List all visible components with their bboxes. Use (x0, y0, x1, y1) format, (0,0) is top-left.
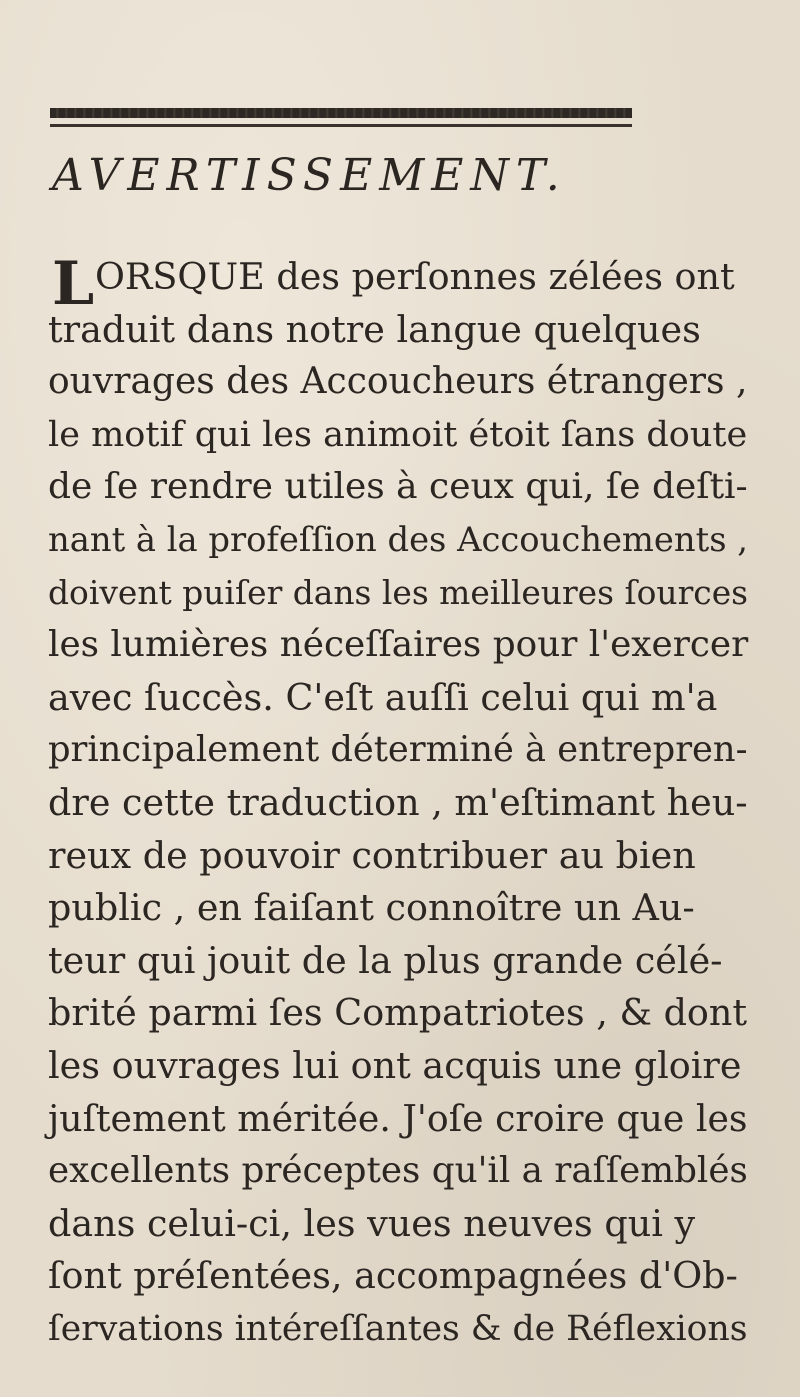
text-line: nant à la profeſſion des Accouchements , (48, 519, 748, 559)
text-line: traduit dans notre langue quelques (48, 307, 701, 351)
text-line: avec ſuccès. C'eſt auſſi celui qui m'a (48, 675, 718, 719)
text-line: public , en faiſant connoître un Au- (48, 886, 695, 930)
text-line: excellents préceptes qu'il a raſſemblés (48, 1150, 748, 1192)
text-line: dans celui-ci, les vues neuves qui y (48, 1201, 696, 1245)
text-line: reux de pouvoir contribuer au bien (48, 833, 696, 877)
text-line: de ſe rendre utiles à ceux qui, ſe deſti- (48, 466, 748, 508)
text-line: les ouvrages lui ont acquis une gloire (48, 1043, 742, 1087)
text-line: juſtement méritée. J'oſe croire que les (48, 1096, 748, 1140)
text-line: principalement déterminé à entrepren- (48, 729, 748, 771)
text-line: les lumières néceſſaires pour l'exercer (48, 624, 749, 666)
text-line: ouvrages des Accoucheurs étrangers , (48, 361, 748, 403)
body-text (48, 251, 748, 1355)
text-line: brité parmi ſes Compatriotes , & dont (48, 991, 748, 1035)
drop-cap: L (52, 249, 95, 319)
text-line: ſervations intéreſſantes & de Réflexions (48, 1308, 748, 1349)
text-line: dre cette traduction , m'eſtimant heu- (48, 780, 748, 824)
text-line: le motif qui les animoit étoit ſans doute (48, 413, 748, 455)
text-line: teur qui jouit de la plus grande célé- (48, 938, 723, 982)
page-heading: AVERTISSEMENT. (52, 150, 567, 201)
text-line: doivent puiſer dans les meilleures ſources (48, 572, 749, 612)
text-line: ORSQUE des perſonnes zélées ont (95, 255, 735, 298)
text-line: ſont préſentées, accompagnées d'Ob- (48, 1254, 738, 1298)
ornamental-rule-thick (50, 108, 632, 118)
ornamental-rule-thin (50, 124, 632, 127)
